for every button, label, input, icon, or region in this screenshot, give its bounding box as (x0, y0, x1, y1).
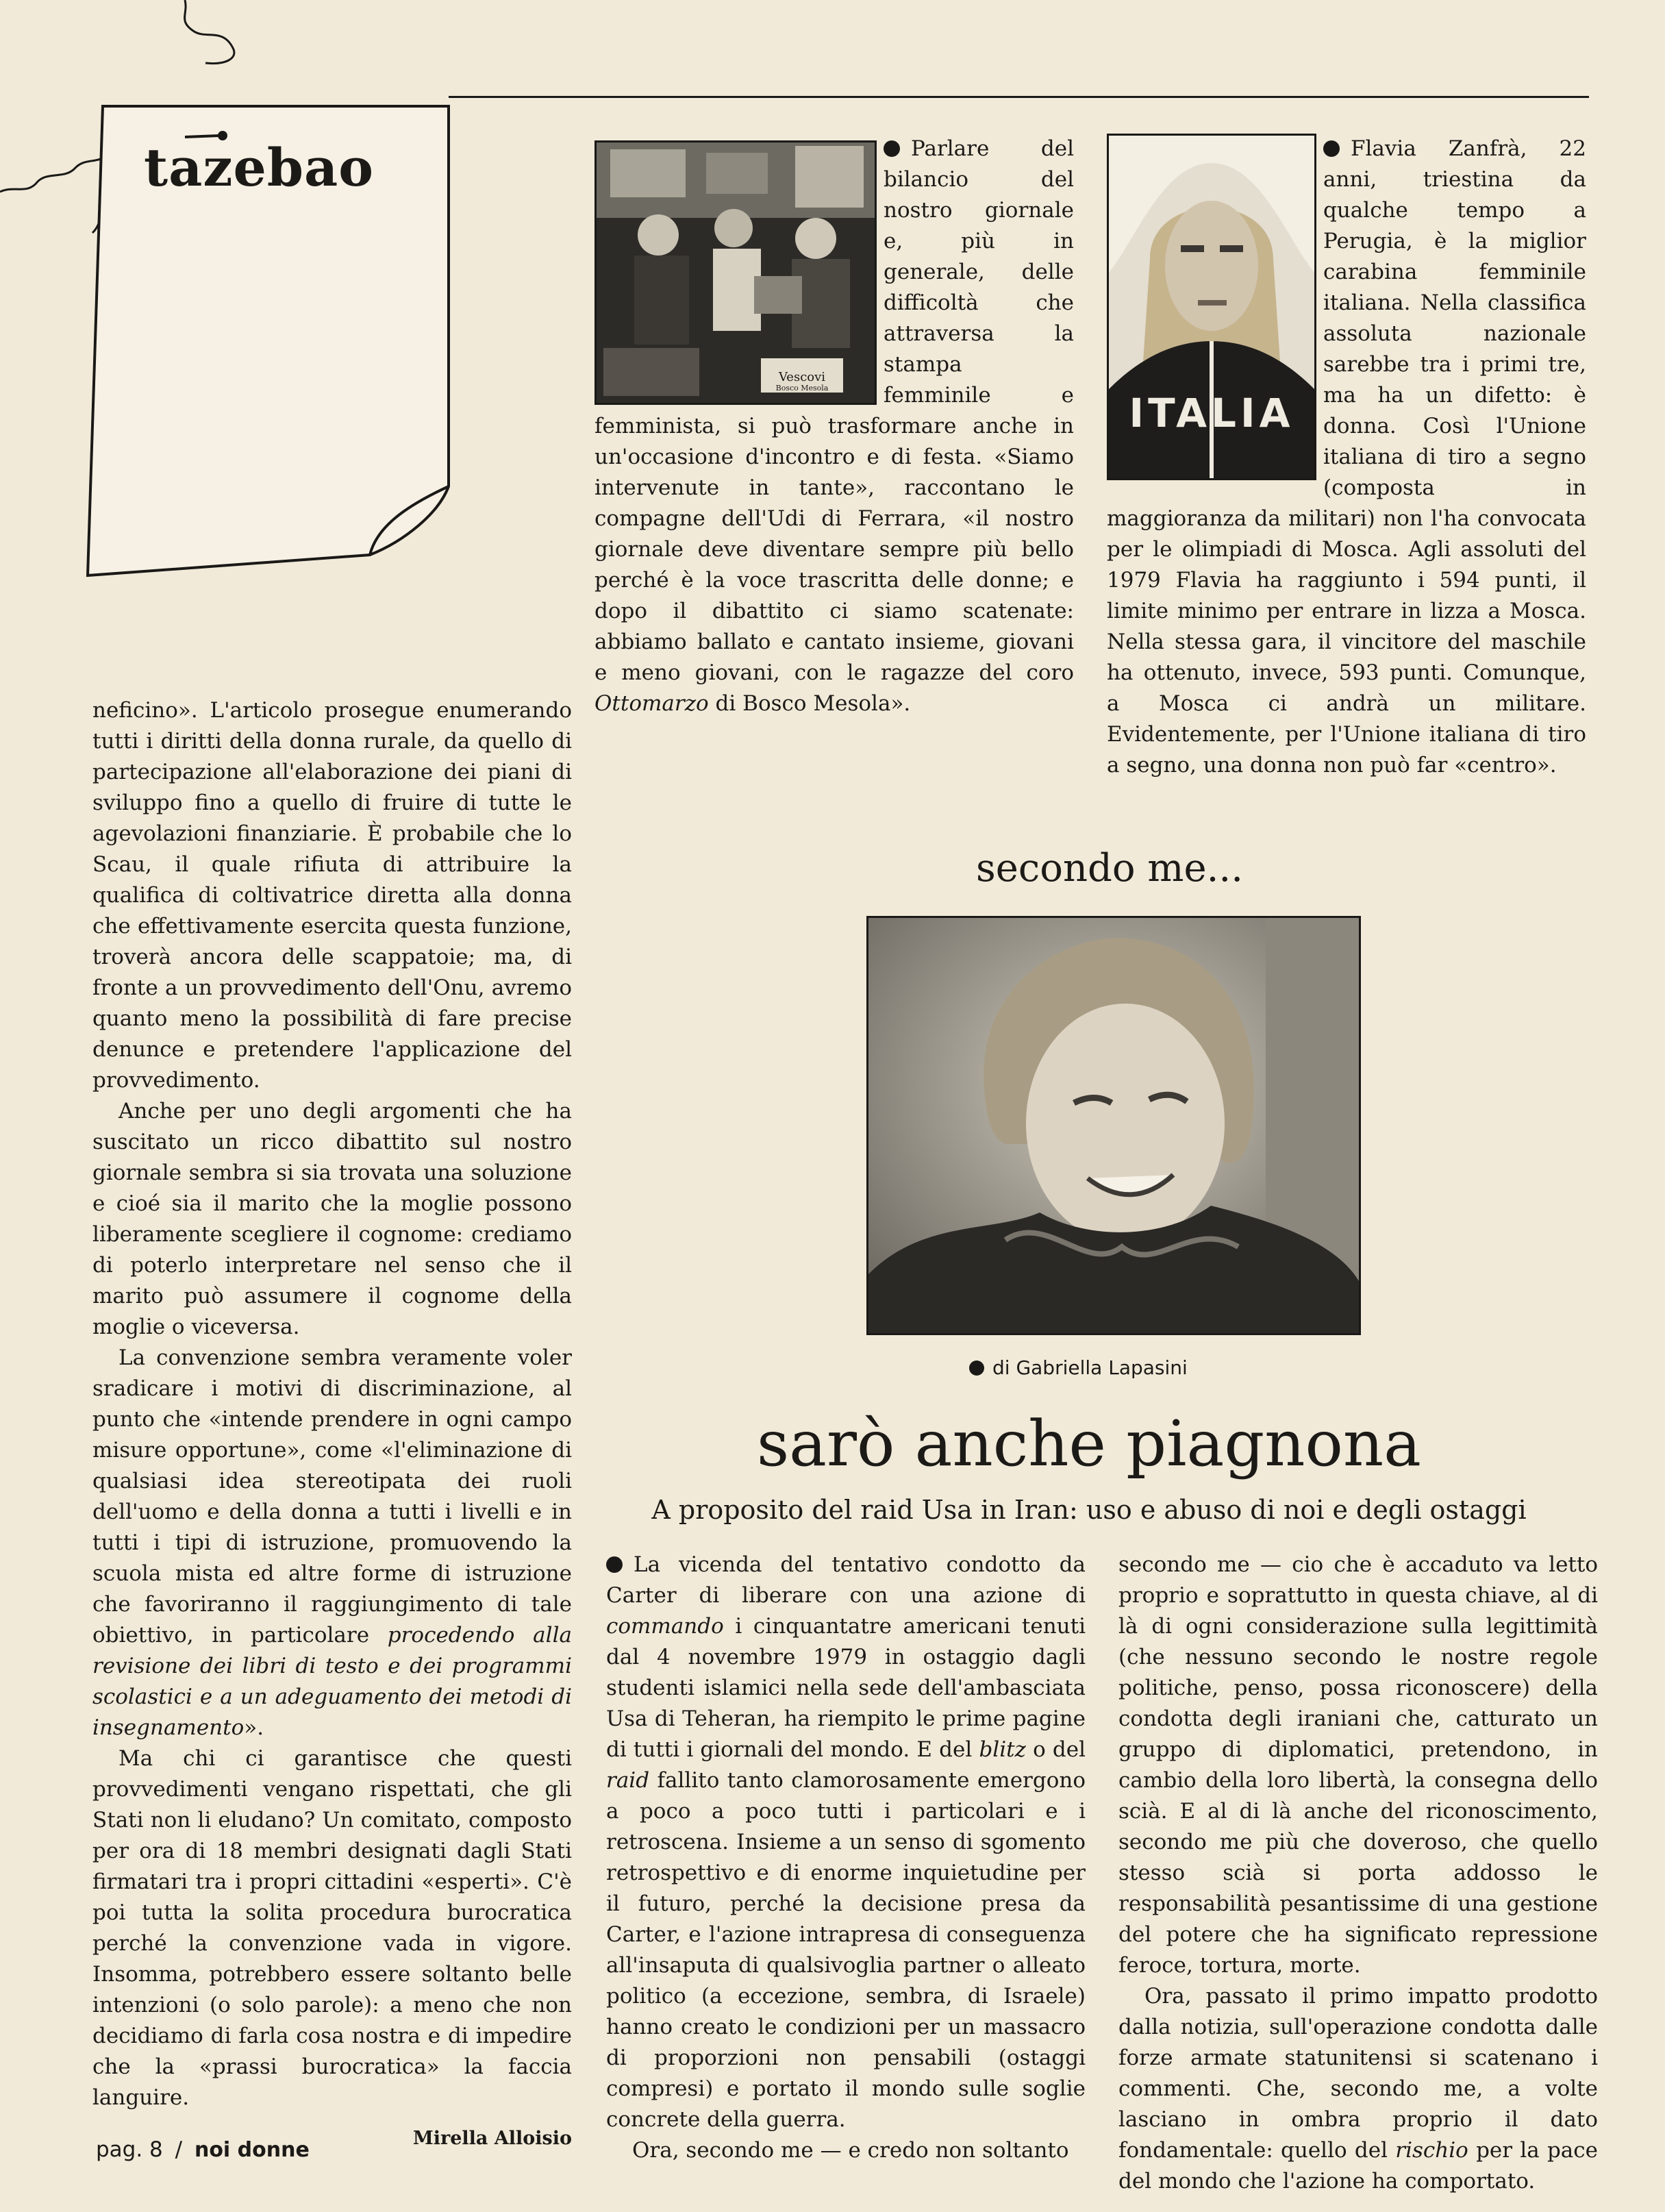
opinion-col-1 (606, 1550, 1086, 2166)
opinion-col-1-para-1 (606, 1550, 1086, 2135)
op-c1-i2: blitz (979, 1737, 1026, 1762)
left-para-3-end: ». (244, 1715, 264, 1740)
ferrara-text (594, 134, 1074, 719)
op-c2-a: Ora, passato il primo impatto prodotto dalla notizia, sull'operazione condotta dalle forze armate statunitensi si scatenano i commenti. Che, secondo me, a volte lasciano in ombra proprio il dato fondamentale: quello del (1118, 1984, 1598, 2163)
opinion-col-2-para-2 (1118, 1981, 1598, 2197)
author-signature: Mirella Alloisio (412, 2128, 572, 2149)
zanfra-float (1107, 134, 1323, 502)
left-para-3-text: La convenzione sembra veramente voler sradicare i motivi di discriminazione, al punto che «intende prendere in ogni campo misure opportune», come «l'eliminazione di qualsiasi idea stereotipata dei ruoli dell'uomo e della donna a tutti i livelli e in tutti i tipi di istruzione, promuovendo la scuola mista ed altre forme di istruzione che favoriranno il raggiungimento di tale obiettivo, in particolare (92, 1345, 572, 1648)
bullet-icon (606, 1556, 623, 1573)
left-para-3 (92, 1343, 572, 1743)
opinion-col-2 (1118, 1550, 1598, 2197)
footer (96, 2137, 310, 2162)
op-c1-d: fallito tanto clamorosamente emergono a poco a poco tutti i particolari e i retroscena. Insieme a un senso di sgomento retrospettivo e di enorme inquietudine per il futuro, perché la decisione presa da Carter, e l'azione intrapresa di conseguenza all'insaputa di qualsivoglia partner o alleato politico (a eccezione, sembra, di Israele) hanno creato le condizioni per un massacro di proporzioni non pensabili (ostaggi compresi) e portato il mondo sulle soglie concrete della guerra. (606, 1768, 1086, 2132)
page-number: pag. 8 (96, 2137, 163, 2162)
opinion-col-2-para-1: secondo me — cio che è accaduto va letto proprio e soprattutto in questa chiave, al di là di ogni considerazione sulla legittimità (che nessuno secondo le nostre regole politiche, penso, possa riconoscere) della condotta degli iraniani che, catturato un gruppo di diplomatici, pretendono, in cambio della loro libertà, la consegna dello scià. E al di là anche del riconoscimento, secondo me più che doveroso, che quello stesso scià si porta addosso le responsabilità pesantissime di una gestione del potere che ha significato repressione feroce, tortura, morte. (1118, 1552, 1598, 1978)
op-c1-b: i cinquantatre americani tenuti dal 4 novembre 1979 in ostaggio dagli studenti islamici nella sede dell'ambasciata Usa di Teheran, ha riempito le prime pagine di tutti i giornali del mondo. E del (606, 1614, 1086, 1762)
ferrara-text-end: di Bosco Mesola». (715, 691, 911, 716)
left-column (92, 695, 572, 2154)
author-portrait (866, 916, 1361, 1335)
bullet-icon (1323, 140, 1340, 157)
opinion-kicker: secondo me... (975, 846, 1244, 891)
byline-text: di Gabriella Lapasini (992, 1356, 1188, 1379)
top-rule (449, 96, 1589, 98)
opinion-col-1-para-2: Ora, secondo me — e credo non soltanto (632, 2138, 1069, 2163)
op-c1-i3: raid (606, 1768, 650, 1793)
ferrara-text-main: Parlare del bilancio del nostro giornale e, più in generale, delle difficoltà che attraversa la stampa femminile e femminista, si può trasformare anche in un'occasione d'incontro e di festa. «Siamo intervenute in tante», raccontano le compagne dell'Udi di Ferrara, «il nostro giornale deve diventare sempre più bello perché è la voce trascritta delle donne; e dopo il dibattito ci siamo scatenate: abbiamo ballato e cantato insieme, giovani e meno giovani, con le ragazze del coro (594, 136, 1074, 685)
headline: sarò anche piagnona (756, 1407, 1422, 1480)
jersey-text: ITALIA (1129, 390, 1294, 436)
bullet-icon (969, 1360, 984, 1376)
photo-caption-1: Vescovi (778, 370, 826, 384)
ferrara-float (594, 134, 884, 391)
magazine-logo: noi donne (194, 2138, 310, 2162)
author-portrait-image (868, 918, 1359, 1333)
bullet-icon (884, 140, 900, 157)
footer-separator: / (175, 2137, 183, 2162)
ferrara-text-italic: Ottomarzo (594, 691, 709, 716)
op-c1-a: La vicenda del tentativo condotto da Carter di liberare con una azione di (606, 1552, 1086, 1608)
section-title: tazebao (144, 137, 374, 198)
zanfra-text-main: Flavia Zanfrà, 22 anni, triestina da qualche tempo a Perugia, è la miglior carabina femminile italiana. Nella classifica assoluta nazionale sarebbe tra i primi tre, ma ha un difetto: è donna. Così l'Unione italiana di tiro a segno (composta in maggioranza da militari) non l'ha convocata per le olimpiadi di Mosca. Agli assoluti del 1979 Flavia ha raggiunto i 594 punti, il limite minimo per entrare in lizza a Mosca. Nella stessa gara, il vincitore del maschile ha ottenuto, invece, 593 punti. Comunque, a Mosca ci andrà un militare. Evidentemente, per l'Unione italiana di tiro a segno, una donna non può far «centro». (1107, 136, 1586, 778)
left-para-2: Anche per uno degli argomenti che ha suscitato un ricco dibattito sul nostro giornale sembra si sia trovata una soluzione e cioé sia il marito che la moglie possono liberamente scegliere il cognome: crediamo di poterlo interpretare nel senso che il marito può assumere il cognome della moglie o viceversa. (92, 1099, 572, 1339)
zanfra-text (1107, 134, 1586, 781)
left-para-4: Ma chi ci garantisce che questi provvedimenti vengano rispettati, che gli Stati non li eludano? Un comitato, composto per ora di 18 membri designati dagli Stati firmatari tra i propri cittadini «esperti». C'è poi tutta la solita procedura burocratica perché la convenzione vada in vigore. Insomma, potrebbero essere soltanto belle intenzioni (o solo parole): a meno che non decidiamo di farla cosa nostra e di impedire che la «prassi burocratica» la faccia languire. (92, 1746, 572, 2110)
op-c2-b: per la pace del mondo che l'azione ha comportato. (1118, 2138, 1598, 2194)
byline (969, 1356, 1188, 1379)
op-c1-c: o del (1033, 1737, 1086, 1762)
photo-caption-2: Bosco Mesola (775, 384, 829, 393)
op-c2-i: rischio (1395, 2138, 1468, 2163)
op-c1-i1: commando (606, 1614, 724, 1639)
left-para-3-italic: procedendo alla revisione dei libri di testo e dei programmi scolastici e a un adeguamento dei metodi di insegnamento (92, 1623, 572, 1740)
left-para-1: neficino». L'articolo prosegue enumerando tutti i diritti della donna rurale, da quello di partecipazione all'elaborazione dei piani di sviluppo fino a quello di fruire di tutte le agevolazioni finanziarie. È probabile che lo Scau, il quale rifiuta di attribuire la qualifica di coltivatrice diretta alla donna che effettivamente esercita questa funzione, troverà ancora delle scappatoie; ma, di fronte a un provvedimento dell'Onu, avremo quanto meno la possibilità di fare precise denunce e pretendere l'applicazione del provvedimento. (92, 698, 572, 1093)
subhead: A proposito del raid Usa in Iran: uso e abuso di noi e degli ostaggi (651, 1495, 1527, 1525)
